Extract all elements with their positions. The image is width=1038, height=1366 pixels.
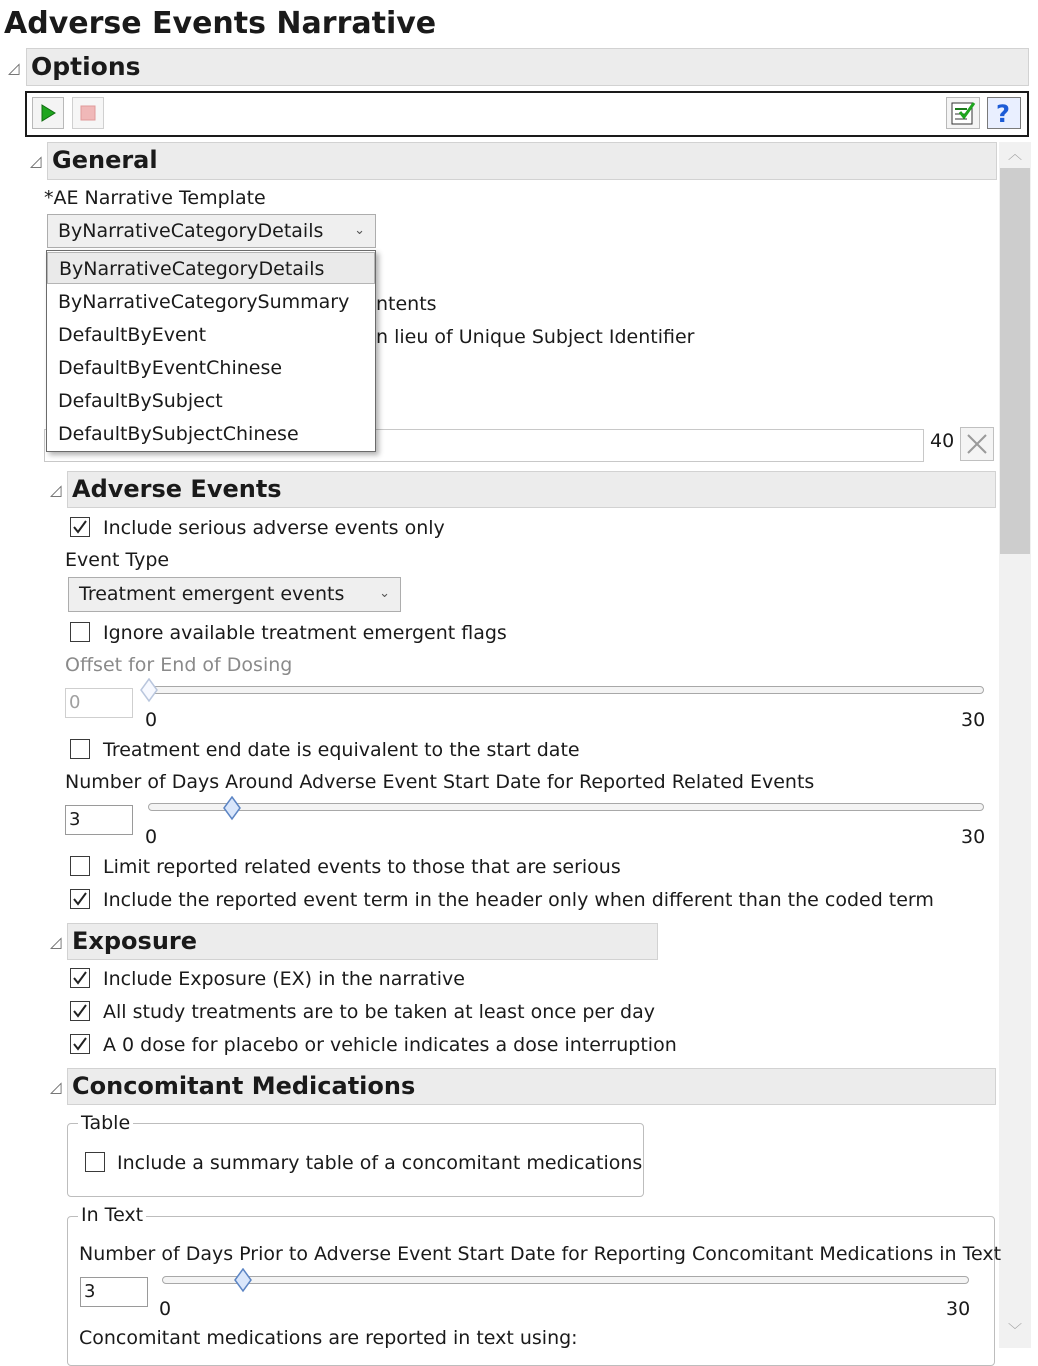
chevron-down-icon: ⌄: [379, 586, 390, 601]
adverse-events-collapse-icon[interactable]: ◿: [50, 481, 62, 499]
toolbar: [25, 91, 1029, 137]
options-collapse-icon[interactable]: ◿: [8, 59, 20, 77]
event-type-value: Treatment emergent events: [79, 583, 345, 605]
days-around-input[interactable]: 3: [65, 805, 133, 835]
partial-contents-text: ntents: [376, 293, 437, 315]
ae-template-label: *AE Narrative Template: [44, 187, 266, 209]
report-button[interactable]: [946, 97, 980, 129]
zero-dose-label: A 0 dose for placebo or vehicle indicates a dose interruption: [103, 1034, 677, 1056]
reported-term-checkbox[interactable]: [70, 889, 90, 909]
checkmark-icon: [72, 1036, 88, 1052]
options-label: Options: [31, 52, 141, 81]
end-equiv-label: Treatment end date is equivalent to the start date: [103, 739, 580, 761]
dropdown-option[interactable]: DefaultBySubjectChinese: [58, 423, 299, 445]
checkmark-icon: [72, 970, 88, 986]
in-text-group-label: In Text: [78, 1204, 146, 1226]
scroll-down-icon[interactable]: ﹀: [1008, 1323, 1022, 1339]
scrollbar-thumb[interactable]: [1000, 168, 1030, 554]
dropdown-option[interactable]: DefaultByEvent: [58, 324, 207, 346]
days-around-max: 30: [961, 826, 986, 848]
exposure-label: Exposure: [72, 927, 198, 955]
help-button[interactable]: [987, 97, 1021, 129]
partial-identifier-text: n lieu of Unique Subject Identifier: [376, 326, 695, 348]
limit-serious-checkbox[interactable]: [70, 856, 90, 876]
close-icon: [964, 431, 990, 457]
chevron-down-icon: ⌄: [354, 223, 365, 238]
offset-min: 0: [145, 709, 158, 731]
checkmark-icon: [72, 519, 88, 535]
summary-table-checkbox[interactable]: [85, 1152, 105, 1172]
run-button[interactable]: [32, 97, 64, 129]
include-ex-checkbox[interactable]: [70, 968, 90, 988]
include-ex-label: Include Exposure (EX) in the narrative: [103, 968, 465, 990]
ae-template-value: ByNarrativeCategoryDetails: [58, 220, 324, 242]
days-around-min: 0: [145, 826, 158, 848]
offset-slider-track[interactable]: [148, 686, 984, 694]
adverse-events-label: Adverse Events: [72, 475, 282, 503]
general-label: General: [52, 146, 158, 174]
conmeds-collapse-icon[interactable]: ◿: [50, 1078, 62, 1096]
ignore-flags-label: Ignore available treatment emergent flags: [103, 622, 507, 644]
ae-template-dropdown: [46, 250, 376, 452]
window-title: Adverse Events Narrative: [4, 6, 437, 41]
dropdown-option[interactable]: DefaultByEventChinese: [58, 357, 283, 379]
days-prior-slider-track[interactable]: [162, 1276, 969, 1284]
dropdown-option[interactable]: ByNarrativeCategoryDetails: [47, 252, 375, 284]
dropdown-option[interactable]: DefaultBySubject: [58, 390, 223, 412]
serious-only-checkbox[interactable]: [70, 517, 90, 537]
days-around-slider-thumb[interactable]: [222, 796, 242, 822]
checkmark-icon: [72, 891, 88, 907]
stop-icon: [80, 105, 96, 121]
report-icon: [950, 100, 976, 126]
days-prior-max: 30: [946, 1298, 971, 1320]
offset-max: 30: [961, 709, 986, 731]
reported-using-label: Concomitant medications are reported in text using:: [79, 1327, 578, 1349]
general-collapse-icon[interactable]: ◿: [30, 152, 42, 170]
days-around-label: Number of Days Around Adverse Event Start Date for Reported Related Events: [65, 771, 815, 793]
event-type-label: Event Type: [65, 549, 170, 571]
help-icon: [993, 100, 1015, 126]
run-icon: [40, 104, 56, 122]
serious-only-label: Include serious adverse events only: [103, 517, 445, 539]
offset-input[interactable]: 0: [65, 688, 133, 718]
zero-dose-checkbox[interactable]: [70, 1034, 90, 1054]
offset-slider-thumb[interactable]: [139, 678, 159, 704]
table-group-label: Table: [78, 1112, 133, 1134]
dropdown-option[interactable]: ByNarrativeCategorySummary: [58, 291, 350, 313]
field-count: 40: [930, 430, 955, 452]
checkmark-icon: [72, 1003, 88, 1019]
exposure-collapse-icon[interactable]: ◿: [50, 933, 62, 951]
once-per-day-label: All study treatments are to be taken at least once per day: [103, 1001, 655, 1023]
options-header[interactable]: [26, 48, 1029, 86]
days-prior-slider-thumb[interactable]: [233, 1268, 253, 1294]
reported-term-label: Include the reported event term in the header only when different than the coded term: [103, 889, 934, 911]
end-equiv-checkbox[interactable]: [70, 739, 90, 759]
once-per-day-checkbox[interactable]: [70, 1001, 90, 1021]
general-header[interactable]: [47, 142, 997, 180]
ae-template-select[interactable]: [47, 214, 376, 248]
stop-button[interactable]: [72, 97, 104, 129]
ignore-flags-checkbox[interactable]: [70, 622, 90, 642]
summary-table-label: Include a summary table of a concomitant medications: [117, 1152, 643, 1174]
days-prior-input[interactable]: 3: [80, 1277, 148, 1307]
svg-text:?: ?: [996, 100, 1010, 126]
clear-button[interactable]: [960, 427, 994, 461]
event-type-select[interactable]: [68, 577, 401, 612]
conmeds-label: Concomitant Medications: [72, 1072, 416, 1100]
scroll-up-icon[interactable]: ︿: [1008, 147, 1022, 163]
days-around-slider-track[interactable]: [148, 803, 984, 811]
days-prior-min: 0: [159, 1298, 172, 1320]
limit-serious-label: Limit reported related events to those that are serious: [103, 856, 621, 878]
offset-label: Offset for End of Dosing: [65, 654, 293, 676]
days-prior-label: Number of Days Prior to Adverse Event Start Date for Reporting Concomitant Medications in Text: [79, 1243, 1002, 1265]
